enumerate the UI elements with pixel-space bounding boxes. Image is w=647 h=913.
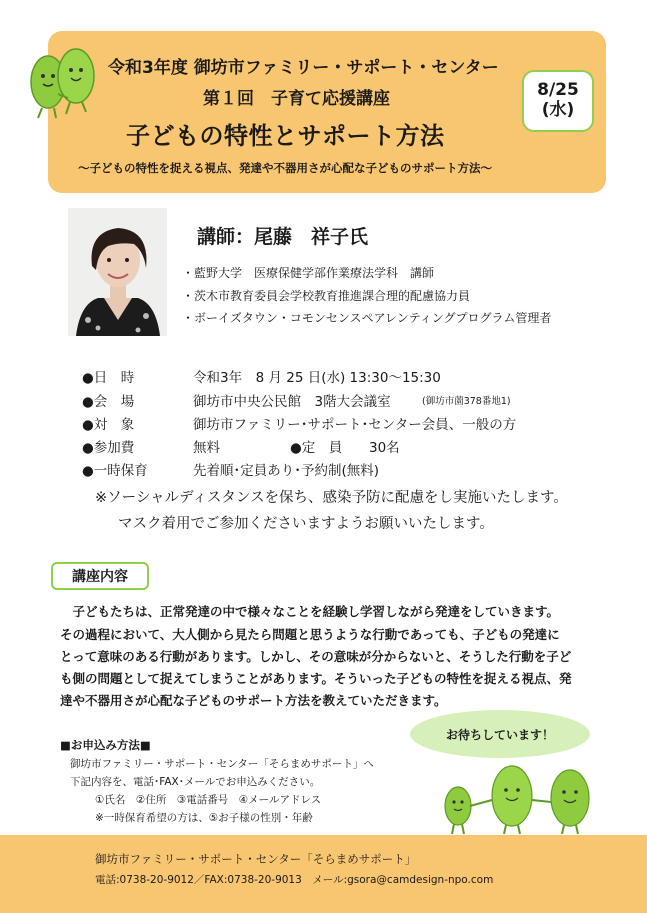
- footer-organization: 御坊市ファミリー・サポート・センター「そらまめサポート」: [95, 852, 417, 866]
- application-items: ①氏名 ②住所 ③電話番号 ④メールアドレス: [95, 794, 322, 806]
- date-badge-date: 8/25: [537, 80, 579, 101]
- mask-notice: マスク着用でご参加くださいますようお願いいたします。: [118, 516, 494, 532]
- date-badge: [522, 70, 594, 132]
- section-heading: 講座内容: [51, 562, 149, 590]
- application-heading: ■お申込み方法■: [60, 738, 151, 752]
- venue-label: ●会 場: [82, 394, 135, 410]
- header-organizer: 令和3年度 御坊市ファミリー・サポート・センター: [108, 58, 499, 78]
- date-label: ●日 時: [82, 370, 135, 386]
- page-title: 子どもの特性とサポート方法: [126, 122, 445, 150]
- lecturer-credential: ・茨木市教育委員会学校教育推進課合理的配慮協力員: [182, 289, 471, 303]
- bean-family-icon: [430, 762, 600, 836]
- application-line: 下記内容を、電話･FAX･メールでお申込みください。: [70, 776, 321, 788]
- capacity-value: 30名: [369, 440, 400, 456]
- fee-value: 無料: [193, 440, 220, 456]
- target-label: ●対 象: [82, 417, 135, 433]
- childcare-label: ●一時保育: [82, 463, 148, 479]
- target-value: 御坊市ファミリー･サポート･センター会員、一般の方: [193, 417, 517, 433]
- footer-contact: 電話:0738-20-9012／FAX:0738-20-9013 メール:gsora@camdesign-npo.com: [95, 874, 494, 886]
- application-note: ※一時保育希望の方は、⑤お子様の性別・年齢: [95, 812, 313, 824]
- welcome-bubble: お待ちしています！: [410, 710, 590, 758]
- childcare-value: 先着順･定員あり･予約制(無料): [193, 463, 380, 479]
- content-line: 達や不器用さが心配な子どものサポート方法を教えていただきます。: [60, 693, 447, 708]
- fee-label: ●参加費: [82, 440, 135, 456]
- content-line: とって意味のある行動があります。しかし、その意味が分からないと、そうした行動を子ど: [60, 649, 572, 664]
- content-line: 子どもたちは、正常発達の中で様々なことを経験し学習しながら発達をしていきます。: [60, 604, 560, 619]
- lecturer-credential: ・ボーイズタウン・コモンセンスペアレンティングプログラム管理者: [182, 311, 552, 325]
- date-badge-weekday: (水): [541, 100, 575, 120]
- application-line: 御坊市ファミリー・サポート・センター「そらまめサポート」へ: [70, 758, 374, 770]
- infection-notice: ※ソーシャルディスタンスを保ち、感染予防に配慮をし実施いたします。: [95, 490, 568, 506]
- lecturer-photo: [68, 208, 167, 336]
- content-line: も側の問題として捉えてしまうことがあります。そういった子どもの特性を捉える視点、発: [60, 671, 572, 686]
- page-subtitle: ～子どもの特性を捉える視点、発達や不器用さが心配な子どものサポート方法～: [78, 161, 492, 175]
- date-value: 令和3年 8 月 25 日(水) 13:30～15:30: [193, 370, 441, 386]
- header-session: 第１回 子育て応援講座: [203, 89, 390, 109]
- capacity-label: ●定 員: [290, 440, 343, 456]
- venue-value: 御坊市中央公民館 3階大会議室: [193, 394, 391, 410]
- venue-address: (御坊市薗378番地1): [422, 396, 511, 407]
- content-line: その過程において、大人側から見たら問題と思うような行動であっても、子どもの発達に: [60, 627, 560, 642]
- lecturer-credential: ・藍野大学 医療保健学部作業療法学科 講師: [182, 266, 435, 280]
- lecturer-name: 講師：尾藤 祥子氏: [197, 226, 369, 248]
- bean-mascot-icon: [24, 38, 104, 122]
